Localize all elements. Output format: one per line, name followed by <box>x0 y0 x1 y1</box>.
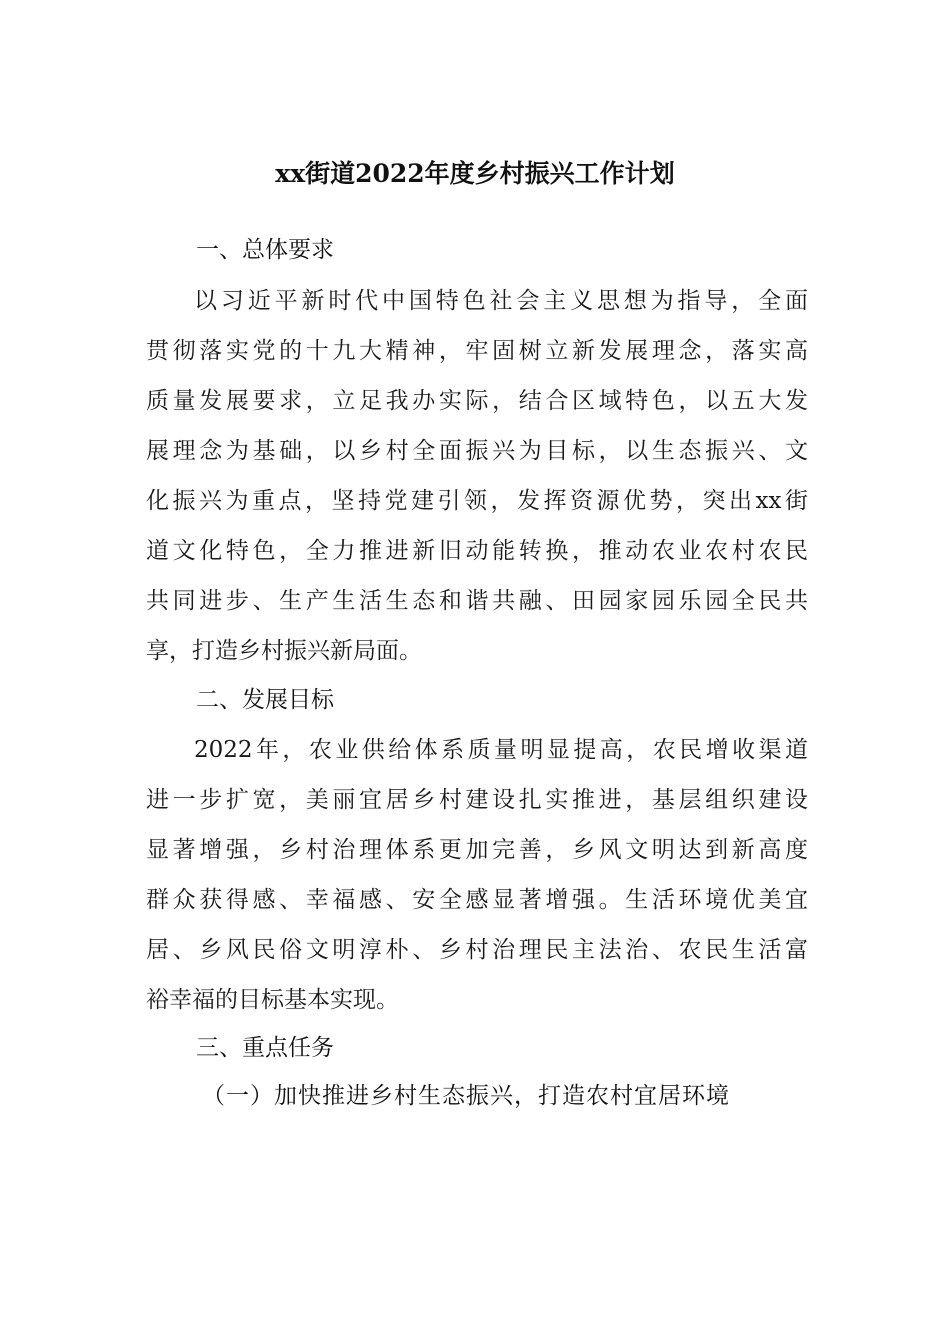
paragraph-line: 以习近平新时代中国特色社会主义思想为指导，全面 <box>194 288 808 314</box>
paragraph-line: 道文化特色，全力推进新旧动能转换，推动农业农村农民 <box>146 538 808 564</box>
paragraph-line: 质量发展要求，立足我办实际，结合区域特色，以五大发 <box>146 388 808 414</box>
subsection-heading-ecological-revitalization: （一）加快推进乡村生态振兴，打造农村宜居环境 <box>202 1083 730 1109</box>
document-title: xx街道2022年度乡村振兴工作计划 <box>275 159 675 188</box>
paragraph-line: 共同进步、生产生活生态和谐共融、田园家园乐园全民共 <box>146 588 808 614</box>
paragraph-development-goals <box>146 725 808 1025</box>
paragraph-line: 群众获得感、幸福感、安全感显著增强。生活环境优美宜 <box>146 887 808 913</box>
paragraph-line: 化振兴为重点，坚持党建引领，发挥资源优势，突出xx街 <box>146 488 808 514</box>
section-heading-overall-requirements: 一、总体要求 <box>196 237 334 263</box>
paragraph-line: 居、乡风民俗文明淳朴、乡村治理民主法治、农民生活富 <box>146 937 808 963</box>
paragraph-line: 显著增强，乡村治理体系更加完善，乡风文明达到新高度 <box>146 837 808 863</box>
section-heading-key-tasks: 三、重点任务 <box>196 1035 334 1061</box>
paragraph-overall-requirements <box>146 276 808 676</box>
paragraph-line: 裕幸福的目标基本实现。 <box>146 987 399 1013</box>
paragraph-line: 享，打造乡村振兴新局面。 <box>146 638 422 664</box>
paragraph-line: 贯彻落实党的十九大精神，牢固树立新发展理念，落实高 <box>146 338 808 364</box>
paragraph-line: 展理念为基础，以乡村全面振兴为目标，以生态振兴、文 <box>146 438 808 464</box>
section-heading-development-goals: 二、发展目标 <box>196 687 334 713</box>
paragraph-line: 2022年，农业供给体系质量明显提高，农民增收渠道 <box>194 737 808 763</box>
paragraph-line: 进一步扩宽，美丽宜居乡村建设扎实推进，基层组织建设 <box>146 787 808 813</box>
